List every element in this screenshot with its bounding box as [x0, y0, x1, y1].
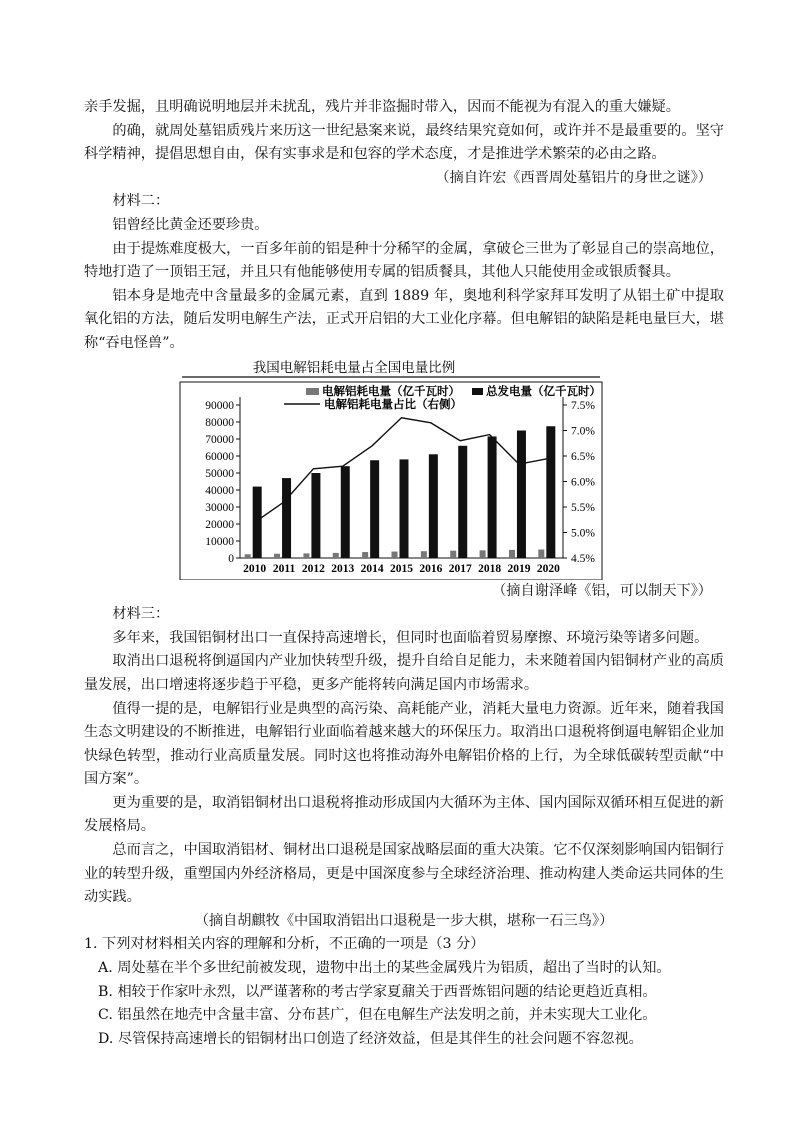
bar-2011-aluminum	[274, 553, 280, 557]
chart-title: 我国电解铝耗电量占全国电量比例	[252, 359, 456, 375]
y-left-tick-label: 80000	[205, 416, 234, 429]
option-b[interactable]: B. 相较于作家叶永烈，以严谨著称的考古学家夏鼐关于西晋炼铝问题的结论更趋近真相。	[98, 983, 657, 1000]
bar-2010-aluminum	[245, 554, 251, 558]
bar-2013-aluminum	[333, 552, 339, 557]
material3-paragraph-5: 总而言之，中国取消铝材、铜材出口退税是国家战略层面的重大决策。它不仅深刻影响国内铝铜行业的转型升级，重塑国内外经济格局，更是中国深度参与全球经济治理、推动构建人类命运共同体的生动实践。	[84, 842, 724, 906]
x-tick-label-2012: 2012	[301, 562, 325, 575]
bar-2010-total	[253, 486, 262, 557]
x-tick-label-2019: 2019	[507, 562, 531, 575]
x-tick-label-2011: 2011	[272, 562, 296, 575]
legend-swatch-aluminum	[306, 388, 319, 395]
y-right-tick-label: 7.0%	[571, 425, 595, 438]
legend-swatch-total	[472, 388, 483, 395]
bar-2019-aluminum	[509, 549, 515, 557]
bar-2018-total	[488, 436, 497, 558]
material3-paragraph-2: 取消出口退税将倒逼国内产业加快转型升级，提升自给自足能力，未来随着国内铝铜材产业的高质量发展，出口增速将逐步趋于平稳，更多产能将转向满足国内市场需求。	[84, 653, 724, 693]
material3-source: （摘自胡麒牧《中国取消铝出口退税是一步大棋，堪称一石三鸟》）	[194, 912, 614, 929]
y-right-tick-label: 5.5%	[571, 501, 595, 514]
bar-2015-total	[400, 459, 409, 558]
y-left-tick-label: 30000	[205, 501, 234, 514]
material1-paragraph-1: 亲手发掘，且明确说明地层并未扰乱，残片并非盗掘时带入，因而不能视为有混入的重大嫌疑。	[84, 99, 680, 115]
option-c[interactable]: C. 铝虽然在地壳中含量丰富、分布甚广，但在电解生产法发明之前，并未实现大工业化。	[98, 1007, 657, 1024]
y-left-tick-label: 20000	[205, 518, 234, 531]
bar-2019-total	[517, 430, 526, 558]
chart	[84, 358, 724, 580]
y-left-tick-label: 90000	[205, 399, 234, 412]
y-left-tick-label: 10000	[205, 535, 234, 548]
material3-paragraph-4: 更为重要的是，取消铝铜材出口退税将推动形成国内大循环为主体、国内国际双循环相互促进的新发展格局。	[84, 794, 724, 835]
y-left-tick-label: 70000	[205, 433, 234, 446]
bar-2015-aluminum	[392, 551, 398, 557]
bar-2016-total	[429, 454, 438, 558]
x-tick-label-2020: 2020	[536, 562, 560, 575]
material3-paragraph-3: 值得一提的是，电解铝行业是典型的高污染、高耗能产业，消耗大量电力资源。近年来，随着我国生态文明建设的不断推进，电解铝行业面临着越来越大的环保压力。取消出口退税将倒逼电解铝企业加快绿色转型，推动行业高质量发展。同时这也将推动海外电解铝价格的上行，为全球低碳转型贡献“中国方案”。	[84, 700, 724, 788]
y-right-tick-label: 6.5%	[571, 450, 595, 463]
y-right-tick-label: 7.5%	[571, 399, 595, 412]
chart-svg	[84, 358, 724, 580]
bar-2014-total	[370, 460, 379, 558]
material3-label: 材料三：	[112, 606, 170, 623]
option-a[interactable]: A. 周处墓在半个多世纪前被发现，遗物中出土的某些金属残片为铝质，超出了当时的认知。	[98, 960, 671, 977]
material2-paragraph-3: 铝本身是地壳中含量最多的金属元素，直到 1889 年，奥地利科学家拜耳发明了从铝土矿中提取氧化铝的方法，随后发明电解生产法，正式开启铝的大工业化序幕。但电解铝的缺陷是耗电量巨大，堪称“吞电怪兽”。	[84, 287, 724, 351]
y-left-tick-label: 40000	[205, 484, 234, 497]
option-d[interactable]: D. 尽管保持高速增长的铝铜材出口创造了经济效益，但是其伴生的社会问题不容忽视。	[98, 1030, 643, 1047]
chart-bars	[245, 426, 556, 558]
material1-source: （摘自许宏《西晋周处墓铝片的身世之谜》）	[435, 169, 712, 186]
legend-label-total: 总发电量（亿千瓦时）	[486, 385, 601, 398]
bar-2012-aluminum	[303, 553, 309, 558]
x-tick-label-2016: 2016	[419, 562, 443, 575]
bar-2017-total	[458, 445, 467, 557]
material2-source: （摘自谢泽峰《铝，可以制天下》）	[492, 582, 712, 599]
bar-2013-total	[341, 466, 350, 558]
material2-paragraph-2: 由于提炼难度极大，一百多年前的铝是种十分稀罕的金属，拿破仑三世为了彰显自己的崇高地位，特地打造了一顶铝王冠，并且只有他能够使用专属的铝质餐具，其他人只能使用金或银质餐具。	[84, 240, 724, 281]
bar-2020-total	[546, 426, 555, 558]
x-tick-label-2010: 2010	[243, 562, 267, 575]
bar-2018-aluminum	[480, 550, 486, 558]
bar-2016-aluminum	[421, 551, 427, 558]
document-page	[84, 96, 724, 1051]
y-right-tick-label: 5.0%	[571, 527, 595, 540]
material3-paragraph-1: 多年来，我国铝铜材出口一直保持高速增长，但同时也面临着贸易摩擦、环境污染等诸多问题。	[112, 629, 709, 646]
material1-paragraph-2: 的确，就周处墓铝质残片来历这一世纪悬案来说，最终结果究竟如何，或许并不是最重要的。坚守科学精神，提倡思想自由，保有实事求是和包容的学术态度，才是推进学术繁荣的必由之路。	[84, 122, 724, 163]
y-left-tick-label: 0	[228, 552, 234, 565]
x-tick-label-2015: 2015	[390, 562, 413, 575]
y-right-tick-label: 6.0%	[571, 476, 595, 489]
x-tick-label-2017: 2017	[448, 562, 472, 575]
y-left-tick-label: 60000	[205, 450, 234, 463]
bar-2012-total	[311, 473, 320, 558]
chart-legend	[284, 384, 601, 411]
y-right-tick-label: 4.5%	[571, 552, 595, 565]
x-tick-label-2013: 2013	[331, 562, 355, 575]
legend-label-aluminum: 电解铝耗电量（亿千瓦时）	[322, 385, 460, 398]
x-tick-label-2014: 2014	[360, 562, 384, 575]
bar-2014-aluminum	[362, 552, 368, 558]
bar-2011-total	[282, 478, 291, 558]
bar-2017-aluminum	[450, 550, 456, 557]
material2-paragraph-1: 铝曾经比黄金还要珍贵。	[112, 216, 269, 233]
bar-2020-aluminum	[538, 549, 544, 558]
y-left-tick-label: 50000	[205, 467, 234, 480]
question-stem: 1. 下列对材料相关内容的理解和分析，不正确的一项是（3 分）	[84, 936, 485, 953]
material2-label: 材料二：	[112, 193, 170, 210]
x-tick-label-2018: 2018	[478, 562, 502, 575]
legend-label-ratio: 电解铝耗电量占比（右侧）	[324, 398, 462, 411]
